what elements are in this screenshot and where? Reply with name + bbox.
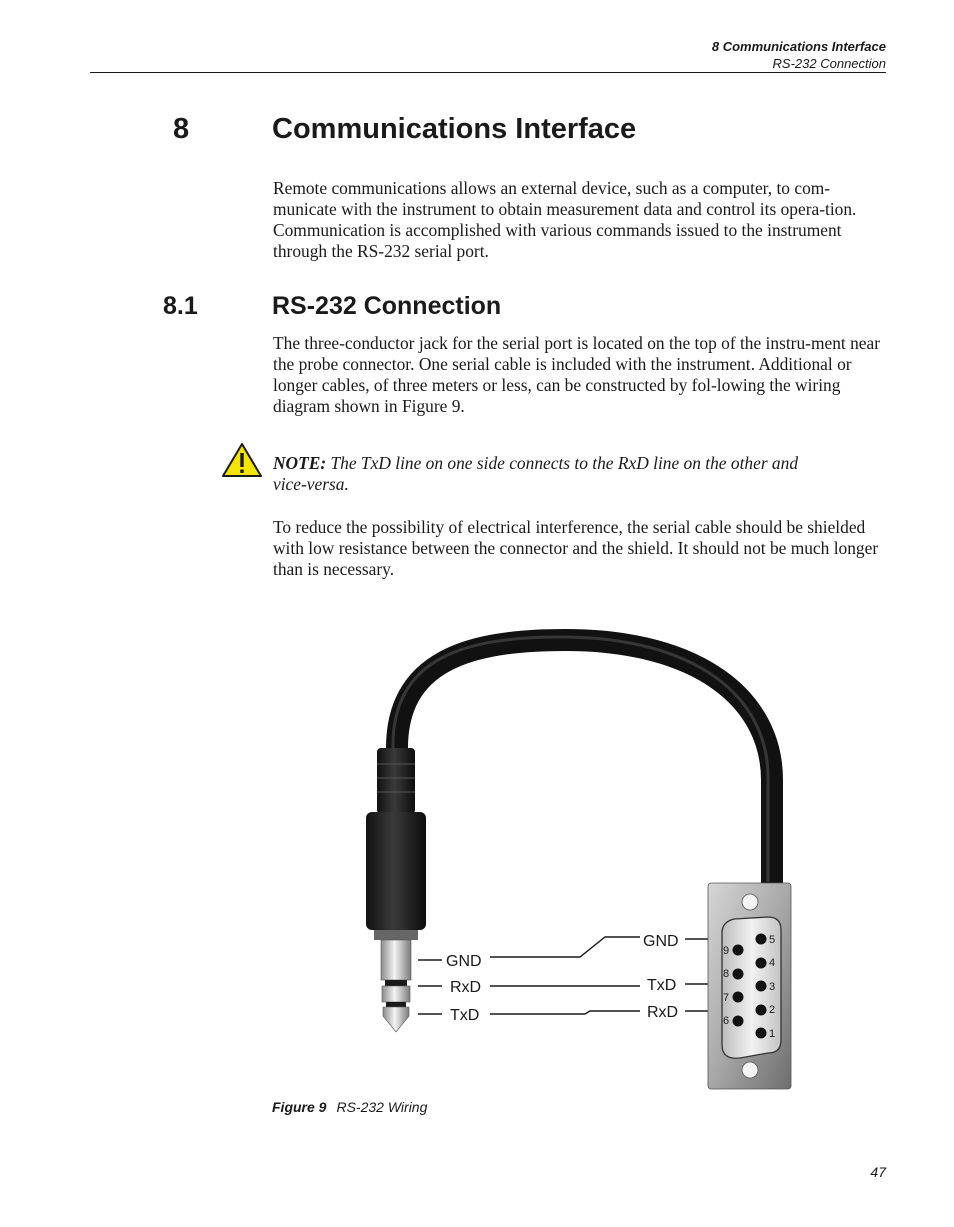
section-number: 8.1 <box>163 292 198 320</box>
pin-1-label: 1 <box>769 1028 776 1040</box>
note-label: NOTE: <box>273 453 327 473</box>
intro-paragraph: Remote communications allows an external device, such as a computer, to com-municate with the instrument to obtain measurement data and control its opera-tion. Communication is accomplished with various commands issued to the instrument through the RS-232 serial port. <box>273 178 857 261</box>
pin-5-label: 5 <box>769 934 776 946</box>
section-title: RS-232 Connection <box>272 292 502 320</box>
chapter-title: Communications Interface <box>272 113 637 145</box>
interference-paragraph: To reduce the possibility of electrical interference, the serial cable should be shielded with low resistance between the connector and the shield. It should not be much longer than is necessary. <box>273 517 879 579</box>
section-paragraph: The three-conductor jack for the serial port is located on the top of the instru-ment near the probe connector. One serial cable is included with the instrument. Additional or longer cables, of three meters or less, can be constructed by fol-lowing the wiring diagram shown in Figure 9. <box>273 333 880 416</box>
header-rule <box>90 72 886 73</box>
gnd-wire <box>490 937 640 957</box>
pin-8-label: 8 <box>723 968 730 980</box>
pin-3-label: 3 <box>769 981 776 993</box>
running-header-chapter: 8 Communications Interface <box>711 39 886 54</box>
db9-connector <box>708 883 791 1089</box>
running-header-section: RS-232 Connection <box>772 56 886 71</box>
stereo-plug <box>366 748 426 1032</box>
figure-caption-text: RS-232 Wiring <box>336 1099 428 1115</box>
txd-rxd-wire <box>490 1011 640 1014</box>
jack-gnd-label: GND <box>446 953 482 970</box>
warning-icon <box>221 442 263 478</box>
db9-gnd-label: GND <box>643 933 679 950</box>
pin-9-label: 9 <box>723 945 730 957</box>
pin-7-label: 7 <box>723 992 730 1004</box>
page-number: 47 <box>870 1164 886 1180</box>
jack-rxd-label: RxD <box>450 979 482 996</box>
pin-4-label: 4 <box>769 957 776 969</box>
figure-caption-label: Figure 9 <box>272 1099 327 1115</box>
note-text: The TxD line on one side connects to the RxD line on the other and vice-versa. <box>273 453 799 494</box>
rs232-wiring-figure <box>0 600 954 1120</box>
note <box>273 453 833 495</box>
chapter-number: 8 <box>173 113 190 145</box>
db9-txd-label: TxD <box>647 977 677 994</box>
db9-rxd-label: RxD <box>647 1004 679 1021</box>
pin-6-label: 6 <box>723 1015 730 1027</box>
jack-txd-label: TxD <box>450 1007 480 1024</box>
figure-caption <box>272 1099 427 1115</box>
pin-2-label: 2 <box>769 1004 776 1016</box>
